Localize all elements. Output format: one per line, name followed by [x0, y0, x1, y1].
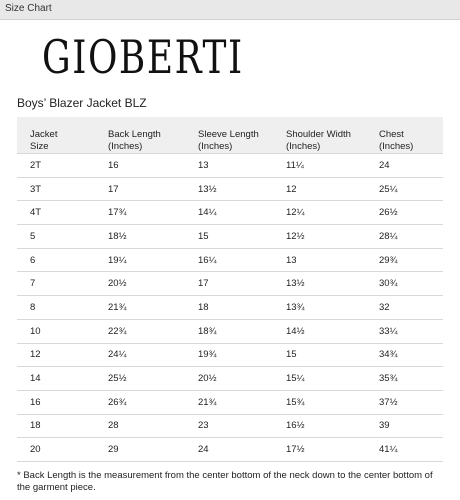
- cell-back-length: 17: [95, 177, 185, 201]
- table-row: [17, 367, 443, 391]
- cell-shoulder-width: 12: [273, 177, 366, 201]
- header-sleeve-length: Sleeve Length (Inches): [185, 117, 273, 154]
- cell-shoulder-width: 16½: [273, 414, 366, 438]
- cell-back-length: 17¾: [95, 201, 185, 225]
- cell-sleeve-length: 24: [185, 438, 273, 462]
- cell-jacket-size: 2T: [17, 154, 95, 178]
- table-row: [17, 319, 443, 343]
- cell-jacket-size: 4T: [17, 201, 95, 225]
- cell-sleeve-length: 15: [185, 225, 273, 249]
- cell-shoulder-width: 15¼: [273, 367, 366, 391]
- cell-jacket-size: 20: [17, 438, 95, 462]
- cell-chest: 29¾: [366, 248, 443, 272]
- table-row: [17, 225, 443, 249]
- cell-shoulder-width: 11¼: [273, 154, 366, 178]
- cell-sleeve-length: 13½: [185, 177, 273, 201]
- cell-chest: 30¾: [366, 272, 443, 296]
- cell-back-length: 24¼: [95, 343, 185, 367]
- cell-shoulder-width: 13: [273, 248, 366, 272]
- cell-chest: 25¼: [366, 177, 443, 201]
- header-chest: Chest (Inches): [366, 117, 443, 154]
- cell-jacket-size: 3T: [17, 177, 95, 201]
- cell-sleeve-length: 21¾: [185, 390, 273, 414]
- chart-subtitle: Boys’ Blazer Jacket BLZ: [17, 96, 147, 110]
- table-row: [17, 201, 443, 225]
- cell-sleeve-length: 19¾: [185, 343, 273, 367]
- table-body: [17, 154, 443, 462]
- cell-back-length: 18½: [95, 225, 185, 249]
- cell-chest: 41¼: [366, 438, 443, 462]
- cell-sleeve-length: 14¼: [185, 201, 273, 225]
- cell-chest: 24: [366, 154, 443, 178]
- cell-jacket-size: 18: [17, 414, 95, 438]
- table-row: [17, 414, 443, 438]
- cell-chest: 34¾: [366, 343, 443, 367]
- cell-chest: 28¼: [366, 225, 443, 249]
- cell-chest: 37½: [366, 390, 443, 414]
- cell-back-length: 22¾: [95, 319, 185, 343]
- cell-chest: 39: [366, 414, 443, 438]
- cell-chest: 32: [366, 296, 443, 320]
- cell-jacket-size: 7: [17, 272, 95, 296]
- cell-shoulder-width: 14½: [273, 319, 366, 343]
- cell-jacket-size: 6: [17, 248, 95, 272]
- cell-back-length: 16: [95, 154, 185, 178]
- cell-shoulder-width: 15: [273, 343, 366, 367]
- cell-shoulder-width: 12¼: [273, 201, 366, 225]
- cell-shoulder-width: 13½: [273, 272, 366, 296]
- table-row: [17, 296, 443, 320]
- cell-shoulder-width: 15¾: [273, 390, 366, 414]
- cell-jacket-size: 12: [17, 343, 95, 367]
- table-row: [17, 177, 443, 201]
- table-row: [17, 438, 443, 462]
- cell-chest: 35¾: [366, 367, 443, 391]
- cell-jacket-size: 14: [17, 367, 95, 391]
- cell-jacket-size: 16: [17, 390, 95, 414]
- cell-back-length: 19¼: [95, 248, 185, 272]
- footnote: * Back Length is the measurement from the center bottom of the neck down to the center bottom of the garment piece.: [17, 470, 433, 493]
- cell-sleeve-length: 20½: [185, 367, 273, 391]
- cell-sleeve-length: 13: [185, 154, 273, 178]
- cell-back-length: 29: [95, 438, 185, 462]
- cell-back-length: 26¾: [95, 390, 185, 414]
- cell-back-length: 25½: [95, 367, 185, 391]
- window-title: Size Chart: [5, 3, 52, 14]
- cell-jacket-size: 8: [17, 296, 95, 320]
- title-bar: [0, 0, 460, 20]
- cell-sleeve-length: 17: [185, 272, 273, 296]
- table-row: [17, 272, 443, 296]
- cell-back-length: 21¾: [95, 296, 185, 320]
- cell-chest: 33¼: [366, 319, 443, 343]
- table-row: [17, 248, 443, 272]
- cell-shoulder-width: 12½: [273, 225, 366, 249]
- cell-jacket-size: 10: [17, 319, 95, 343]
- cell-sleeve-length: 16¼: [185, 248, 273, 272]
- header-back-length: Back Length (Inches): [95, 117, 185, 154]
- header-jacket-size: Jacket Size: [17, 117, 95, 154]
- cell-shoulder-width: 13¾: [273, 296, 366, 320]
- table-row: [17, 343, 443, 367]
- cell-sleeve-length: 18¾: [185, 319, 273, 343]
- cell-jacket-size: 5: [17, 225, 95, 249]
- cell-chest: 26½: [366, 201, 443, 225]
- brand-logo: GIOBERTI: [42, 30, 244, 84]
- cell-sleeve-length: 18: [185, 296, 273, 320]
- size-chart-table: [17, 117, 443, 462]
- table-row: [17, 390, 443, 414]
- cell-back-length: 28: [95, 414, 185, 438]
- table-row: [17, 154, 443, 178]
- cell-sleeve-length: 23: [185, 414, 273, 438]
- table-header-row: [17, 117, 443, 154]
- cell-back-length: 20½: [95, 272, 185, 296]
- header-shoulder-width: Shoulder Width (Inches): [273, 117, 366, 154]
- cell-shoulder-width: 17½: [273, 438, 366, 462]
